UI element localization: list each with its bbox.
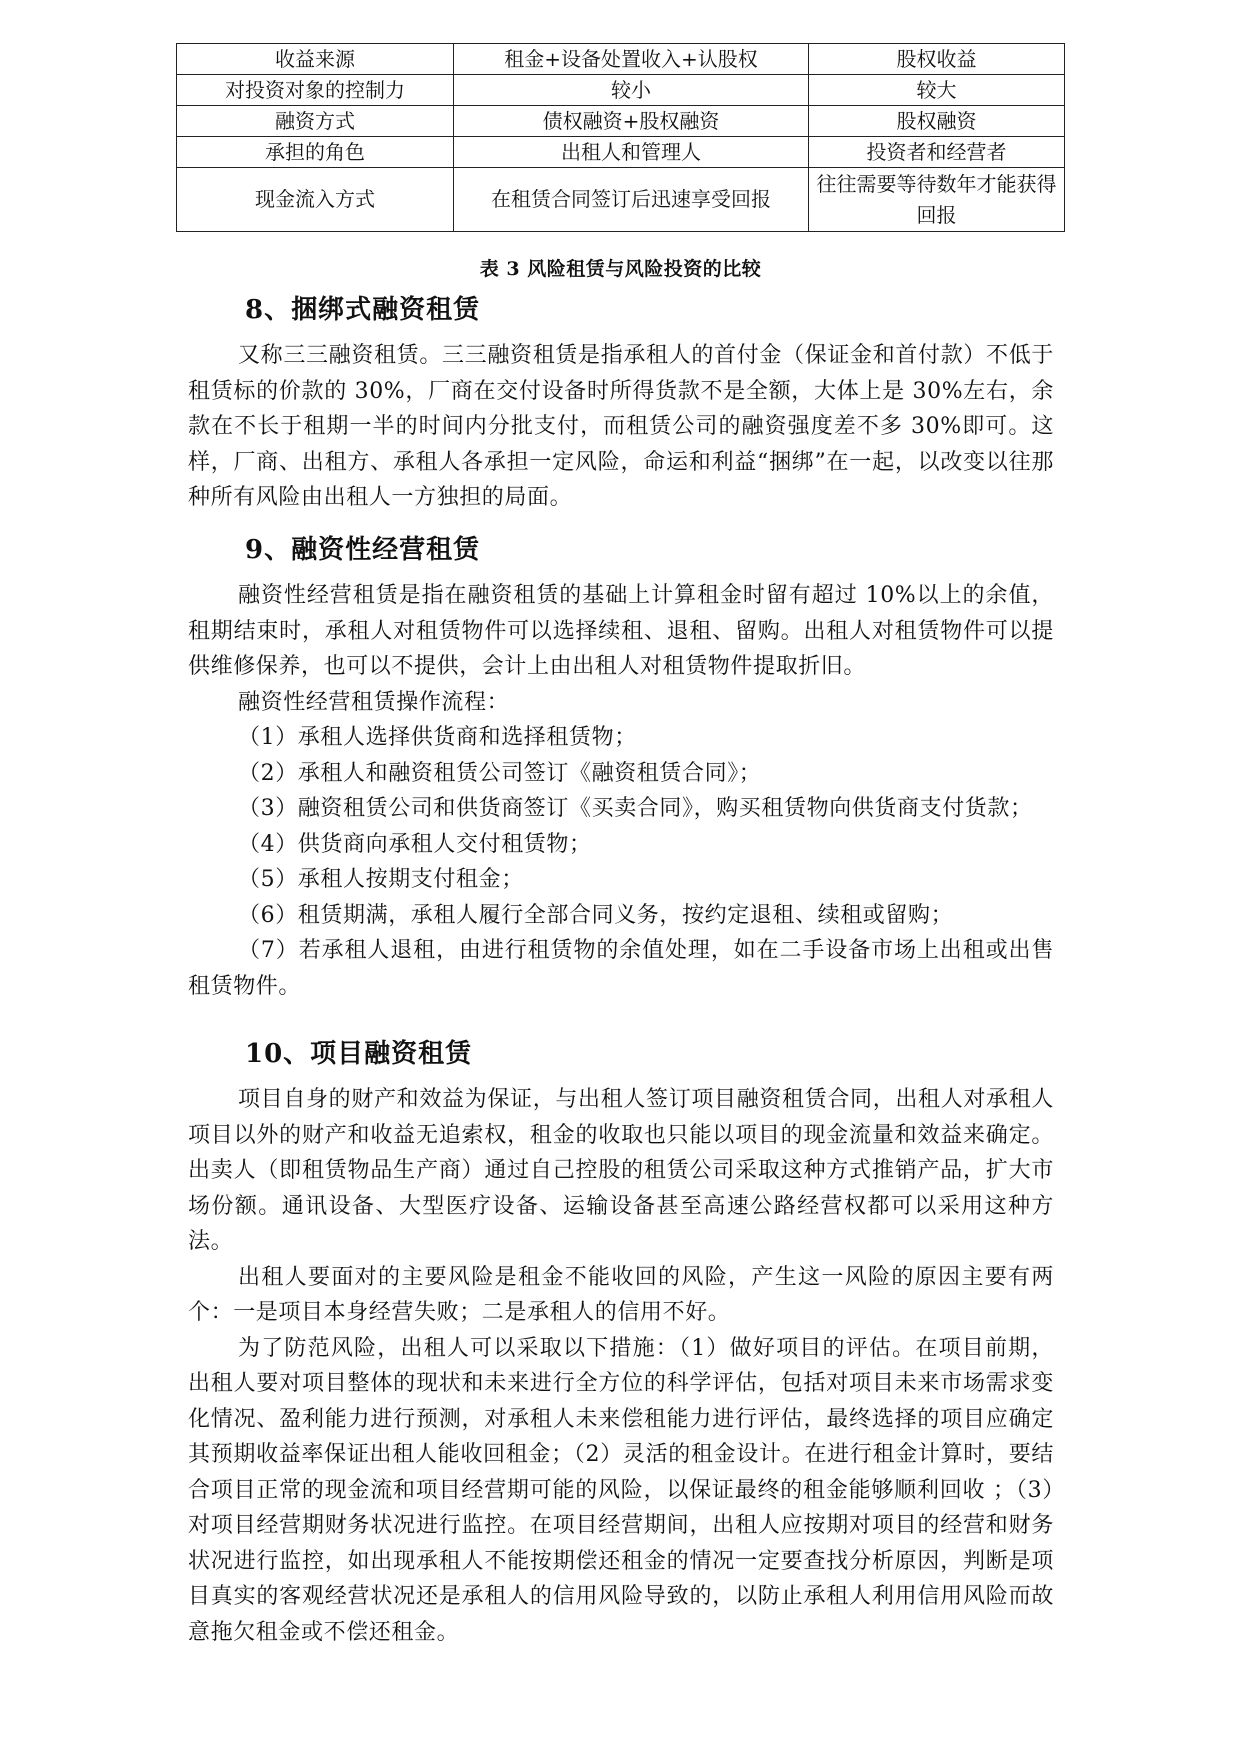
table-caption: 表 3 风险租赁与风险投资的比较 xyxy=(479,258,762,280)
table-row xyxy=(177,168,1065,232)
paragraph: 融资性经营租赁操作流程： xyxy=(238,689,510,715)
table-cell: 股权融资 xyxy=(809,106,1065,137)
table-cell: 债权融资+股权融资 xyxy=(454,106,809,137)
section-10 xyxy=(188,1034,1054,1650)
table-cell: 出租人和管理人 xyxy=(454,137,809,168)
list-item: （5）承租人按期支付租金； xyxy=(238,867,524,892)
table-cell: 收益来源 xyxy=(177,44,454,75)
table-cell: 股权收益 xyxy=(809,44,1065,75)
table-cell: 现金流入方式 xyxy=(177,168,454,232)
section-heading: 10、项目融资租赁 xyxy=(245,1039,473,1069)
section-9 xyxy=(188,530,1054,1004)
table-row xyxy=(177,75,1065,106)
paragraph: 出租人要面对的主要风险是租金不能收回的风险，产生这一风险的原因主要有两个：一是项目本身经营失败；二是承租人的信用不好。 xyxy=(188,1264,1054,1325)
table-cell: 投资者和经营者 xyxy=(809,137,1065,168)
section-8 xyxy=(188,290,1054,516)
table-cell: 承担的角色 xyxy=(177,137,454,168)
table-row xyxy=(177,106,1065,137)
table-cell: 往往需要等待数年才能获得回报 xyxy=(809,168,1065,232)
table-row xyxy=(177,137,1065,168)
paragraph: 又称三三融资租赁。三三融资租赁是指承租人的首付金（保证金和首付款）不低于租赁标的价款的 30%，厂商在交付设备时所得货款不是全额，大体上是 30%左右，余款在不长于租期一半的时间内分批支付，而租赁公司的融资强度差不多 30%即可。这样，厂商、出租方、承租人各承担一定风险，命运和利益“捆绑”在一起，以改变以往那种所有风险由出租人一方独担的局面。 xyxy=(188,343,1054,510)
table-cell: 融资方式 xyxy=(177,106,454,137)
comparison-table xyxy=(176,43,1065,232)
table-row xyxy=(177,44,1065,75)
list-item: （6）租赁期满，承租人履行全部合同义务，按约定退租、续租或留购； xyxy=(238,902,954,928)
table-cell: 对投资对象的控制力 xyxy=(177,75,454,106)
paragraph: 融资性经营租赁是指在融资租赁的基础上计算租金时留有超过 10%以上的余值，租期结束时，承租人对租赁物件可以选择续租、退租、留购。出租人对租赁物件可以提供维修保养，也可以不提供，会计上由出租人对租赁物件提取折旧。 xyxy=(188,583,1054,679)
list-item: （4）供货商向承租人交付租赁物； xyxy=(238,831,592,857)
section-heading: 8、捆绑式融资租赁 xyxy=(245,295,481,325)
list-item: （3）融资租赁公司和供货商签订《买卖合同》，购买租赁物向供货商支付货款； xyxy=(238,796,1033,821)
list-item: （7）若承租人退租，由进行租赁物的余值处理，如在二手设备市场上出租或出售租赁物件。 xyxy=(188,938,1054,999)
list-item: （2）承租人和融资租赁公司签订《融资租赁合同》； xyxy=(238,760,762,786)
paragraph: 为了防范风险，出租人可以采取以下措施：（1）做好项目的评估。在项目前期，出租人要对项目整体的现状和未来进行全方位的科学评估，包括对项目未来市场需求变化情况、盈利能力进行预测，对承租人未来偿租能力进行评估，最终选择的项目应确定其预期收益率保证出租人能收回租金；（2）灵活的租金设计。在进行租金计算时，要结合项目正常的现金流和项目经营期可能的风险，以保证最终的租金能够顺利回收 ；（3）对项目经营期财务状况进行监控。在项目经营期间，出租人应按期对项目的经营和财务状况进行监控，如出现承租人不能按期偿还租金的情况一定要查找分析原因，判断是项目真实的客观经营状况还是承租人的信用风险导致的，以防止承租人利用信用风险而故意拖欠租金或不偿还租金。 xyxy=(188,1335,1054,1645)
list-item: （1）承租人选择供货商和选择租赁物； xyxy=(238,725,637,750)
section-heading: 9、融资性经营租赁 xyxy=(245,535,481,565)
table-cell: 在租赁合同签订后迅速享受回报 xyxy=(454,168,809,232)
table-cell: 较大 xyxy=(809,75,1065,106)
table-cell: 租金+设备处置收入+认股权 xyxy=(454,44,809,75)
table-cell: 较小 xyxy=(454,75,809,106)
paragraph: 项目自身的财产和效益为保证，与出租人签订项目融资租赁合同，出租人对承租人项目以外的财产和收益无追索权，租金的收取也只能以项目的现金流量和效益来确定。出卖人（即租赁物品生产商）通过自己控股的租赁公司采取这种方式推销产品，扩大市场份额。通讯设备、大型医疗设备、运输设备甚至高速公路经营权都可以采用这种方法。 xyxy=(188,1087,1054,1254)
